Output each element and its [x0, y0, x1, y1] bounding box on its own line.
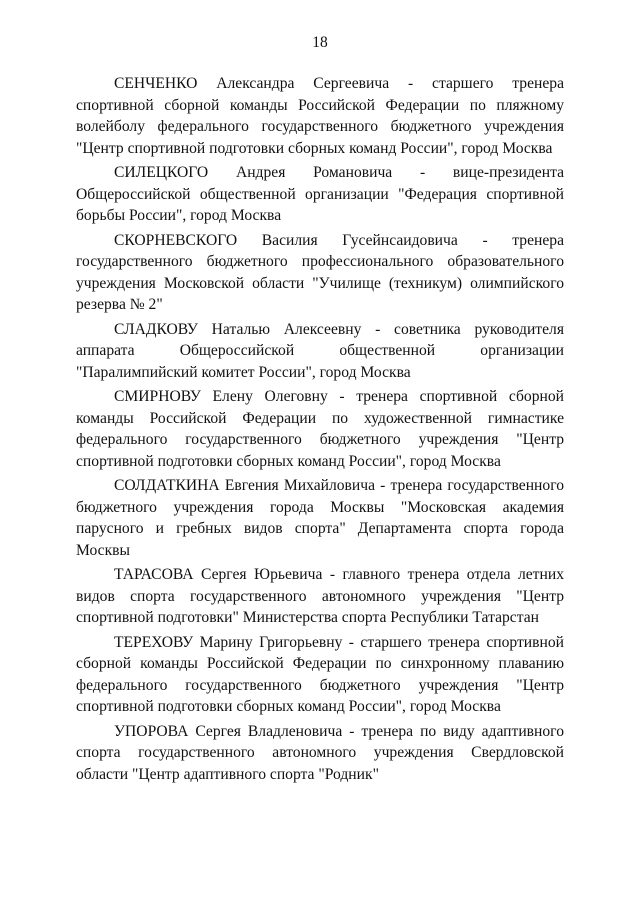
- list-item: СИЛЕЦКОГО Андрея Романовича - вице-президента Общероссийской общественной организации "Федерация спортивной борьбы России", город Москва: [76, 164, 564, 224]
- list-item: СКОРНЕВСКОГО Василия Гусейнсаидовича - тренера государственного бюджетного профессионального образовательного учреждения Московской области "Училище (техникум) олимпийского резерва № 2": [76, 231, 564, 313]
- list-item: СЛАДКОВУ Наталью Алексеевну - советника руководителя аппарата Общероссийской общественной организации "Паралимпийский комитет России", город Москва: [76, 320, 564, 381]
- list-item: СОЛДАТКИНА Евгения Михайловича - тренера государственного бюджетного учреждения города Москвы "Московская академия парусного и гребных видов спорта" Департамента спорта города Москвы: [76, 477, 564, 559]
- page-number: 18: [312, 34, 328, 51]
- list-item: ТЕРЕХОВУ Марину Григорьевну - старшего тренера спортивной сборной команды Российской Федерации по синхронному плаванию федерального государственного бюджетного учреждения "Центр спортивной подготовки сборных команд России", город Москва: [76, 633, 564, 715]
- award-list: [76, 73, 564, 788]
- list-item: ТАРАСОВА Сергея Юрьевича - главного тренера отдела летних видов спорта государственного автономного учреждения "Центр спортивной подготовки" Министерства спорта Республики Татарстан: [76, 566, 564, 626]
- list-item: СЕНЧЕНКО Александра Сергеевича - старшего тренера спортивной сборной команды Российской Федерации по пляжному волейболу федерального государственного бюджетного учреждения "Центр спортивной подготовки сборных команд России", город Москва: [76, 75, 564, 157]
- list-item: СМИРНОВУ Елену Олеговну - тренера спортивной сборной команды Российской Федерации по художественной гимнастике федерального государственного бюджетного учреждения "Центр спортивной подготовки сборных команд России", город Москва: [76, 388, 564, 470]
- list-item: УПОРОВА Сергея Владленовича - тренера по виду адаптивного спорта государственного автономного учреждения Свердловской области "Центр адаптивного спорта "Родник": [76, 722, 564, 783]
